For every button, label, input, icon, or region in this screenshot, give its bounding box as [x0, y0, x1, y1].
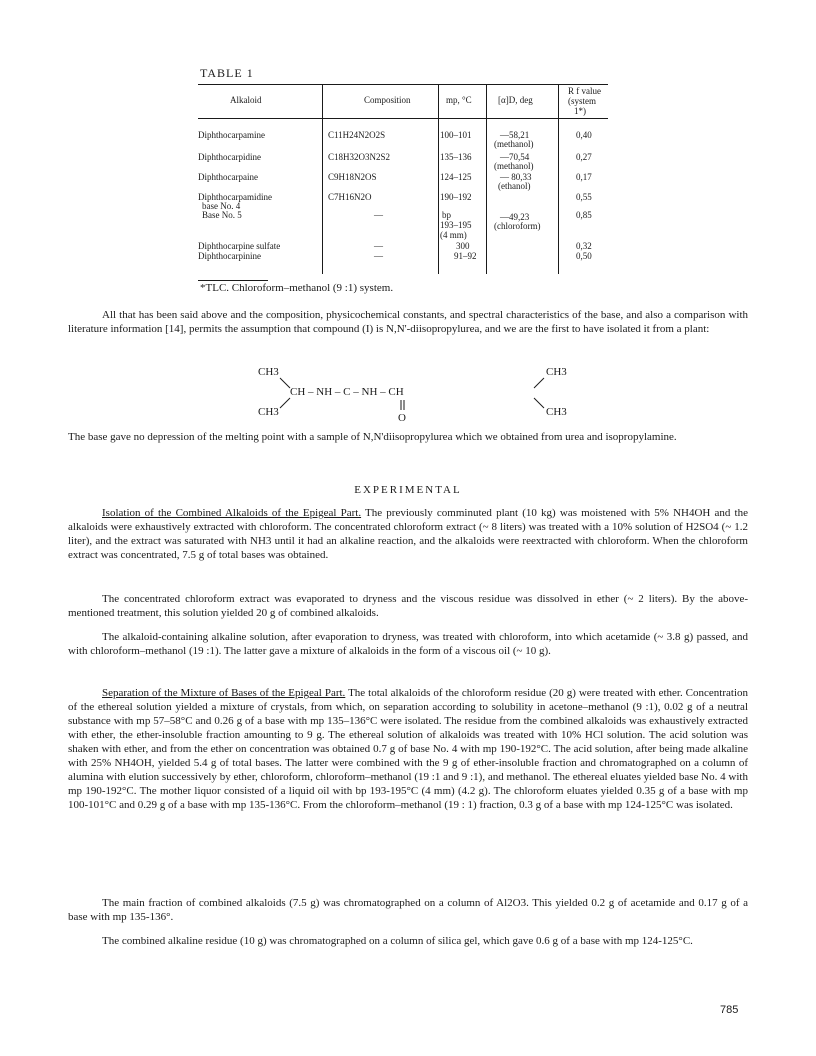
row-mp: 135–136: [440, 152, 472, 162]
row-rf: 0,32: [576, 241, 592, 251]
row-alpha: —70,54: [500, 152, 530, 162]
row-alpha-solvent: (methanol): [494, 139, 534, 149]
row-composition: —: [374, 251, 383, 261]
row-alkaloid: Diphthocarpaine: [198, 172, 258, 182]
row-mp: 300: [456, 241, 470, 251]
header-rf-system: (system: [568, 96, 596, 106]
alkaloid-table: [198, 84, 608, 274]
row-rf: 0,85: [576, 210, 592, 220]
row-alpha: — 80,33: [500, 172, 532, 182]
row-alkaloid: Diphthocarpinine: [198, 251, 261, 261]
row-mp: 100–101: [440, 130, 472, 140]
row-mp: bp: [442, 210, 451, 220]
table-col-divider: [486, 84, 487, 274]
row-rf: 0,40: [576, 130, 592, 140]
subheading-separation: Separation of the Mixture of Bases of the Epigeal Part.: [102, 687, 346, 699]
paragraph-depression: The base gave no depression of the melting point with a sample of N,N'diisopropylurea which we obtained from urea and isopropylamine.: [68, 431, 677, 443]
row-composition: C18H32O3N2S2: [328, 152, 391, 162]
row-alkaloid: Diphthocarpine sulfate: [198, 241, 281, 251]
row-alpha-solvent: (chloroform): [494, 221, 541, 231]
paragraph-isolation: [68, 506, 748, 562]
paragraph-conclusion: All that has been said above and the composition, physicochemical constants, and spectral characteristics of the base, and also a comparison with literature information [14], permits the assumption that compound (I) is N,N'-diisopropylurea, and we are the first to have isolated it from a plant:: [68, 309, 748, 335]
formula-ch3-bottom-right: CH3: [546, 406, 567, 418]
row-mp-range: 193–195: [440, 220, 472, 230]
row-rf: 0,50: [576, 251, 592, 261]
header-alkaloid: Alkaloid: [230, 95, 262, 105]
row-alkaloid: Base No. 5: [202, 210, 242, 220]
table-top-rule: [198, 84, 608, 85]
paragraph-main-fraction: The main fraction of combined alkaloids (7.5 g) was chromatographed on a column of Al2O3. This yielded 0.2 g of acetamide and 0.17 g of a base with mp 135-136°.: [68, 897, 748, 923]
paragraph-ether: The concentrated chloroform extract was evaporated to dryness and the viscous residue was dissolved in ether (~ 2 liters). By the above-mentioned treatment, this solution yielded 20 g of combined alkaloids.: [68, 593, 748, 619]
row-mp: 91–92: [454, 251, 477, 261]
row-mp: 124–125: [440, 172, 472, 182]
row-composition: —: [374, 210, 383, 220]
table-title: TABLE 1: [200, 66, 254, 80]
structural-formula: [0, 364, 816, 428]
row-alpha: —49,23: [500, 212, 530, 222]
row-mp: 190–192: [440, 192, 472, 202]
subheading-isolation: Isolation of the Combined Alkaloids of the Epigeal Part.: [102, 507, 362, 519]
header-alpha: [α]D, deg: [498, 95, 533, 105]
table-footnote: *TLC. Chloroform–methanol (9 :1) system.: [200, 282, 394, 294]
row-alkaloid-sub: base No. 4: [202, 201, 241, 211]
formula-main-chain: CH – NH – C – NH – CH: [290, 386, 404, 398]
row-alpha: —58,21: [500, 130, 530, 140]
table-col-divider: [438, 84, 439, 274]
row-composition: C7H16N2O: [328, 192, 372, 202]
paragraph-isolation-text: The previously comminuted plant (10 kg) was moistened with 5% NH4OH and the alkaloids were exhaustively extracted with chloroform. The concentrated chloroform extract (~ 8 liters) was treated with a 10% solution of H2SO4 (~ 1.2 liter), and the extract was saturated with NH3 until it had an alkaline reaction, and the alkaloids were reextracted with chloroform. When the chloroform extract was concentrated, 7.5 g of total bases was obtained.: [68, 507, 748, 561]
page-number: 785: [720, 1004, 739, 1016]
row-composition: C11H24N2O2S: [328, 130, 386, 140]
paragraph-silica: The combined alkaline residue (10 g) was chromatographed on a column of silica gel, which gave 0.6 g of a base with mp 124-125°C.: [102, 935, 693, 947]
paragraph-alkaline-solution: The alkaloid-containing alkaline solution, after evaporation to dryness, was treated with chloroform, into which acetamide (~ 3.8 g) passed, and with chloroform–methanol (19 :1). The latter gave a mixture of alkaloids in the form of a viscous oil (~ 10 g).: [68, 631, 748, 657]
row-alkaloid: Diphthocarpamidine: [198, 192, 272, 202]
header-mp: mp, °C: [446, 95, 472, 105]
row-composition: C9H18N2OS: [328, 172, 377, 182]
table-header-rule: [198, 118, 608, 119]
row-rf: 0,55: [576, 192, 592, 202]
row-alkaloid: Diphthocarpidine: [198, 152, 261, 162]
header-rf-system-num: 1*): [574, 106, 586, 116]
row-mp-pressure: (4 mm): [440, 230, 467, 240]
section-heading-experimental: EXPERIMENTAL: [354, 484, 462, 496]
row-alpha-solvent: (ethanol): [498, 181, 531, 191]
row-alpha-solvent: (methanol): [494, 161, 534, 171]
row-alkaloid: Diphthocarpamine: [198, 130, 265, 140]
formula-oxygen: O: [398, 412, 406, 424]
row-rf: 0,27: [576, 152, 592, 162]
row-rf: 0,17: [576, 172, 592, 182]
paragraph-separation-text: The total alkaloids of the chloroform residue (20 g) were treated with ether. Concentration of the ethereal solution yielded a mixture of crystals, from which, on separation according to solubility in acetone–methanol (9 :1), 0.02 g of a neutral substance with mp 57–58°C and 0.26 g of a base with mp 135–136°C were isolated. The residue from the combined alkaloids was exhaustively extracted with ether, the ether-insoluble fraction amounting to 9 g. The ethereal solution of alkaloids was treated with 10% HCl solution. The acid solution was shaken with ether, and from the ether on concentration was obtained 0.7 g of base No. 4 with mp 190-192°C. The acid solution, after being made alkaline with 25% NH4OH, yielded 5.4 g of total bases. The latter were combined with the 9 g of ether-insoluble fraction and chromatographed on a column of alumina with elution successively by ether, chloroform, chloroform–methanol (19 :1 and 9 :1), and methanol. The ethereal eluates yielded base No. 4 with mp 190-192°C. The mother liquor consisted of a liquid oil with bp 193-195°C (4 mm) (4.2 g). The chloroform eluates yielded 0.35 g of a base with mp 100-101°C and 0.29 g of a base with mp 135-136°C. From the chloroform–methanol (19 : 1) fraction, 0.3 g of a base with mp 124-125°C was isolated.: [68, 687, 748, 811]
table-col-divider: [558, 84, 559, 274]
header-rf: R f value: [568, 86, 601, 96]
formula-bonds: [0, 364, 816, 428]
header-composition: Composition: [364, 95, 411, 105]
table-col-divider: [322, 84, 323, 274]
formula-ch3-top-right: CH3: [546, 366, 567, 378]
formula-ch3-bottom-left: CH3: [258, 406, 279, 418]
paragraph-separation: [68, 686, 748, 812]
footnote-rule: [198, 280, 268, 281]
formula-ch3-top-left: CH3: [258, 366, 279, 378]
row-composition: —: [374, 241, 383, 251]
